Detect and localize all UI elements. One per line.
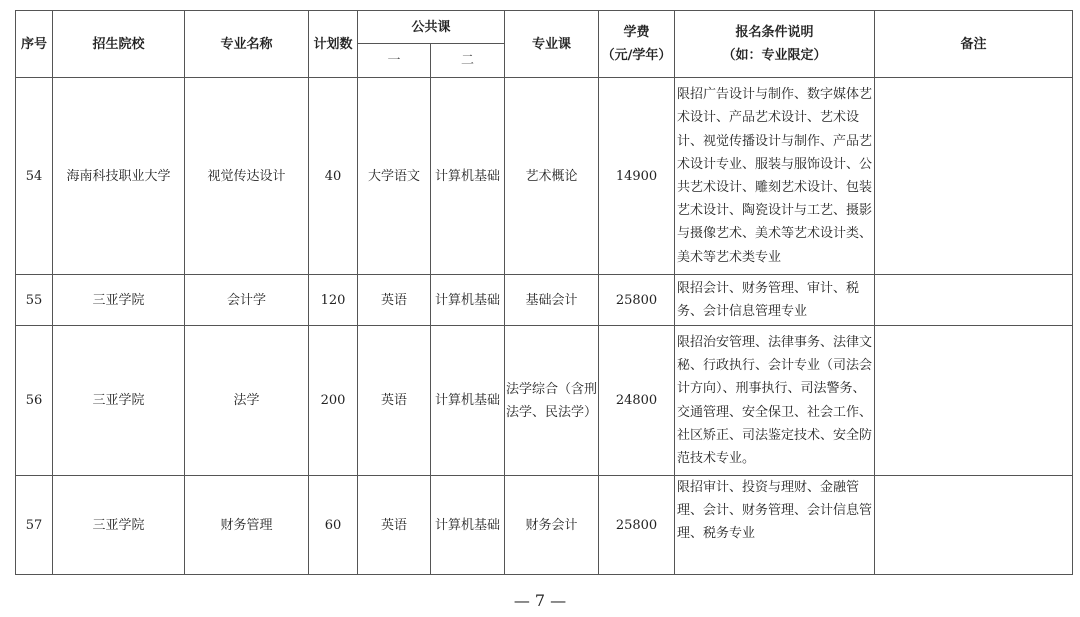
cell-seq: 57 xyxy=(16,476,53,575)
cell-public-1: 英语 xyxy=(358,476,431,575)
cell-public-2: 计算机基础 xyxy=(431,326,505,476)
cell-major-course: 法学综合（含刑法学、民法学） xyxy=(505,326,599,476)
header-condition-line2: （如：专业限定） xyxy=(722,48,827,63)
header-row-1 xyxy=(16,11,1073,44)
page-number: — 7 — xyxy=(513,591,567,610)
header-public-2: 二 xyxy=(431,44,505,78)
header-school: 招生院校 xyxy=(53,11,185,78)
cell-tuition: 25800 xyxy=(599,275,675,326)
cell-condition: 限招会计、财务管理、审计、税务、会计信息管理专业 xyxy=(675,275,875,326)
header-major-course: 专业课 xyxy=(505,11,599,78)
cell-plan: 200 xyxy=(309,326,358,476)
cell-tuition: 25800 xyxy=(599,476,675,575)
cell-school: 海南科技职业大学 xyxy=(53,78,185,275)
cell-public-2: 计算机基础 xyxy=(431,275,505,326)
cell-remark xyxy=(875,78,1073,275)
header-tuition xyxy=(599,11,675,78)
table-row xyxy=(16,326,1073,476)
header-public-1: 一 xyxy=(358,44,431,78)
admissions-table xyxy=(15,10,1073,575)
header-public-course: 公共课 xyxy=(358,11,505,44)
cell-major: 财务管理 xyxy=(185,476,309,575)
header-seq: 序号 xyxy=(16,11,53,78)
cell-major: 会计学 xyxy=(185,275,309,326)
header-tuition-line1: 学费 xyxy=(623,25,650,40)
cell-seq: 55 xyxy=(16,275,53,326)
table-row xyxy=(16,275,1073,326)
cell-school: 三亚学院 xyxy=(53,326,185,476)
cell-major-course: 艺术概论 xyxy=(505,78,599,275)
cell-public-1: 大学语文 xyxy=(358,78,431,275)
cell-public-1: 英语 xyxy=(358,326,431,476)
table-row xyxy=(16,78,1073,275)
header-condition-line1: 报名条件说明 xyxy=(735,25,814,40)
cell-seq: 54 xyxy=(16,78,53,275)
cell-major-course: 基础会计 xyxy=(505,275,599,326)
cell-condition: 限招治安管理、法律事务、法律文秘、行政执行、会计专业（司法会计方向）、刑事执行、司法警务、交通管理、安全保卫、社会工作、社区矫正、司法鉴定技术、安全防范技术专业。 xyxy=(675,326,875,476)
cell-remark xyxy=(875,476,1073,575)
cell-tuition: 24800 xyxy=(599,326,675,476)
header-remark: 备注 xyxy=(875,11,1073,78)
cell-plan: 40 xyxy=(309,78,358,275)
header-major: 专业名称 xyxy=(185,11,309,78)
cell-major: 法学 xyxy=(185,326,309,476)
cell-public-2: 计算机基础 xyxy=(431,78,505,275)
cell-condition: 限招审计、投资与理财、金融管理、会计、财务管理、会计信息管理、税务专业 xyxy=(675,476,875,575)
cell-plan: 120 xyxy=(309,275,358,326)
header-plan: 计划数 xyxy=(309,11,358,78)
cell-plan: 60 xyxy=(309,476,358,575)
cell-school: 三亚学院 xyxy=(53,476,185,575)
cell-remark xyxy=(875,275,1073,326)
cell-condition: 限招广告设计与制作、数字媒体艺术设计、产品艺术设计、艺术设计、视觉传播设计与制作、产品艺术设计专业、服装与服饰设计、公共艺术设计、雕刻艺术设计、包装艺术设计、陶瓷设计与工艺、摄影与摄像艺术、美术等艺术设计类、美术等艺术类专业 xyxy=(675,78,875,275)
cell-major: 视觉传达设计 xyxy=(185,78,309,275)
cell-public-2: 计算机基础 xyxy=(431,476,505,575)
cell-public-1: 英语 xyxy=(358,275,431,326)
cell-remark xyxy=(875,326,1073,476)
cell-major-course: 财务会计 xyxy=(505,476,599,575)
cell-tuition: 14900 xyxy=(599,78,675,275)
header-tuition-line2: （元/学年） xyxy=(601,48,672,63)
table-row xyxy=(16,476,1073,575)
cell-seq: 56 xyxy=(16,326,53,476)
header-condition xyxy=(675,11,875,78)
cell-school: 三亚学院 xyxy=(53,275,185,326)
